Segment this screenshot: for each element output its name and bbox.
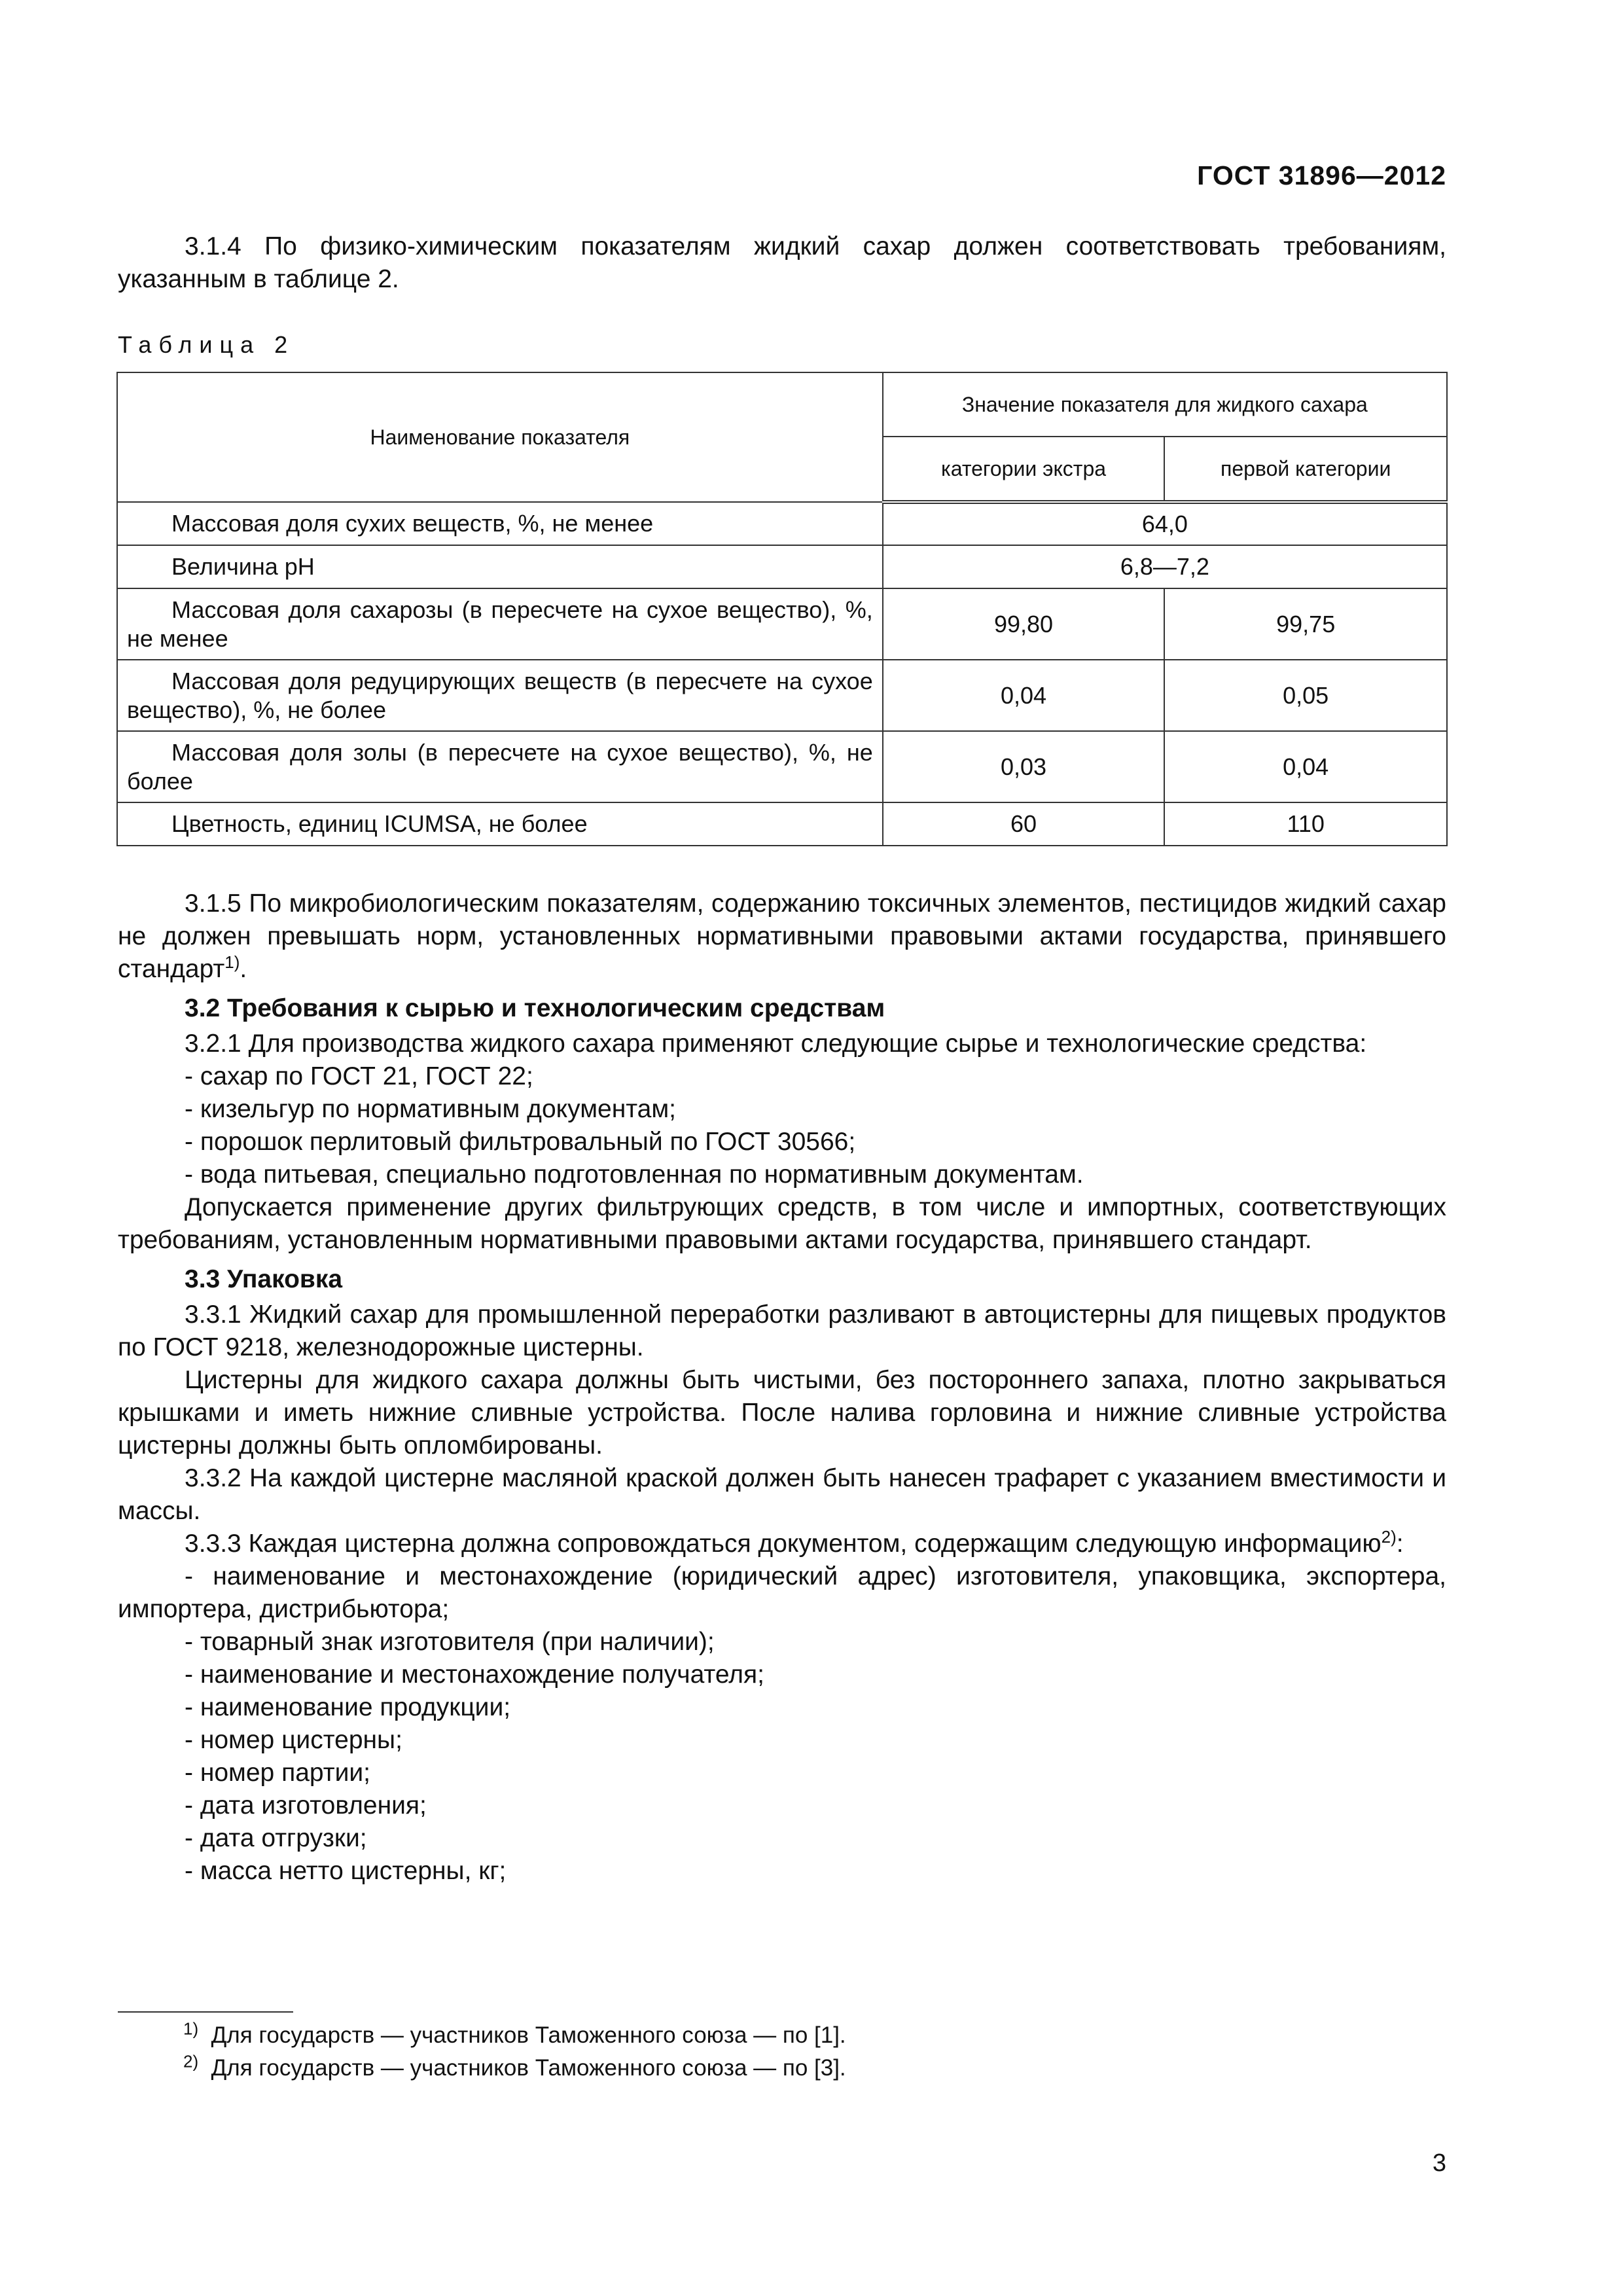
column-header-extra: категории экстра <box>883 437 1165 502</box>
column-header-first: первой категории <box>1164 437 1447 502</box>
paragraph-3-3-3-text: 3.3.3 Каждая цистерна должна сопровождаться документом, содержащим следующую информацию <box>185 1530 1382 1558</box>
list-item: - номер цистерны; <box>185 1726 402 1754</box>
footnote-mark: 2) <box>183 2051 199 2072</box>
table-caption: Таблица 2 <box>118 331 295 358</box>
section-3-1-4 <box>118 230 1446 296</box>
list-item: - дата отгрузки; <box>185 1824 367 1852</box>
table-row <box>117 731 1447 802</box>
table-row <box>117 545 1447 588</box>
footnote-divider <box>118 2011 293 2013</box>
row-name: Величина pH <box>117 545 883 588</box>
list-item: - сахар по ГОСТ 21, ГОСТ 22; <box>185 1062 533 1090</box>
paragraph-3-1-5-text: 3.1.5 По микробиологическим показателям, содержанию токсичных элементов, пестицидов жидкий сахар не должен превышать норм, установленных нормативными правовыми актами государства, принявшего стандарт <box>118 889 1446 983</box>
row-value: 64,0 <box>883 502 1447 545</box>
list-item: - наименование продукции; <box>185 1693 511 1721</box>
paragraph-3-1-5 <box>118 888 1446 986</box>
row-value-first: 0,05 <box>1164 660 1447 731</box>
footnote-text: Для государств — участников Таможенного союза — по [3]. <box>211 2055 846 2081</box>
paragraph-3-3-3 <box>118 1528 1446 1560</box>
raw-materials-list <box>118 1060 1446 1191</box>
footnote-mark: 1) <box>183 2018 199 2039</box>
list-item: - вода питьевая, специально подготовленная по нормативным документам. <box>185 1160 1084 1189</box>
table-row <box>117 802 1447 846</box>
list-item: - дата изготовления; <box>185 1791 427 1820</box>
footnote-1 <box>183 2019 846 2052</box>
page-number: 3 <box>1432 2149 1446 2177</box>
row-name: Массовая доля сухих веществ, %, не менее <box>117 502 883 545</box>
footnotes <box>183 2019 846 2085</box>
footnote-ref-2: 2) <box>1381 1527 1397 1547</box>
row-name: Массовая доля редуцирующих веществ (в пересчете на сухое вещество), %, не более <box>117 660 883 731</box>
list-item: - наименование и местонахождение (юридический адрес) изготовителя, упаковщика, экспортера, импортера, дистрибьютора; <box>118 1562 1446 1623</box>
paragraph-3-3-3-end: : <box>1396 1530 1404 1558</box>
column-header-indicator: Наименование показателя <box>117 372 883 502</box>
footnote-text: Для государств — участников Таможенного союза — по [1]. <box>211 2022 846 2048</box>
table-row <box>117 660 1447 731</box>
table-row <box>117 502 1447 545</box>
list-item: - порошок перлитовый фильтровальный по ГОСТ 30566; <box>185 1128 856 1156</box>
list-item: - номер партии; <box>185 1759 370 1787</box>
row-value-extra: 0,04 <box>883 660 1165 731</box>
footnote-ref-1: 1) <box>224 952 240 972</box>
row-value-first: 0,04 <box>1164 731 1447 802</box>
list-item: - кизельгур по нормативным документам; <box>185 1095 676 1123</box>
row-value-extra: 99,80 <box>883 588 1165 660</box>
standard-code: ГОСТ 31896—2012 <box>1197 160 1446 190</box>
document-info-list <box>118 1560 1446 1888</box>
section-3-2-heading: 3.2 Требования к сырью и технологическим средствам <box>185 994 885 1022</box>
column-header-value-group: Значение показателя для жидкого сахара <box>883 372 1447 437</box>
row-name: Массовая доля сахарозы (в пересчете на сухое вещество), %, не менее <box>117 588 883 660</box>
row-value-first: 110 <box>1164 802 1447 846</box>
list-item: - наименование и местонахождение получателя; <box>185 1660 764 1689</box>
row-value-first: 99,75 <box>1164 588 1447 660</box>
paragraph-3-3-2: 3.3.2 На каждой цистерне масляной краской должен быть нанесен трафарет с указанием вместимости и массы. <box>118 1464 1446 1525</box>
list-item: - масса нетто цистерны, кг; <box>185 1857 507 1885</box>
paragraph-filter-note: Допускается применение других фильтрующих средств, в том числе и импортных, соответствующих требованиям, установленным нормативными правовыми актами государства, принявшего стандарт. <box>118 1193 1446 1254</box>
row-name: Цветность, единиц ICUMSA, не более <box>117 802 883 846</box>
paragraph-3-3-1: 3.3.1 Жидкий сахар для промышленной переработки разливают в автоцистерны для пищевых продуктов по ГОСТ 9218, железнодорожные цистерны. <box>118 1300 1446 1361</box>
row-value-extra: 60 <box>883 802 1165 846</box>
footnote-2 <box>183 2052 846 2085</box>
list-item: - товарный знак изготовителя (при наличии); <box>185 1628 715 1656</box>
paragraph-tanks: Цистерны для жидкого сахара должны быть чистыми, без постороннего запаха, плотно закрываться крышками и иметь нижние сливные устройства. После налива горловина и нижние сливные устройства цистерны должны быть опломбированы. <box>118 1366 1446 1460</box>
row-value-extra: 0,03 <box>883 731 1165 802</box>
requirements-table <box>116 372 1448 846</box>
table-row <box>117 588 1447 660</box>
paragraph-3-1-4: 3.1.4 По физико-химическим показателям жидкий сахар должен соответствовать требованиям, указанным в таблице 2. <box>118 232 1446 293</box>
paragraph-3-2-1: 3.2.1 Для производства жидкого сахара применяют следующие сырье и технологические средства: <box>185 1030 1367 1058</box>
row-name: Массовая доля золы (в пересчете на сухое вещество), %, не более <box>117 731 883 802</box>
row-value: 6,8—7,2 <box>883 545 1447 588</box>
section-3-3-heading: 3.3 Упаковка <box>185 1265 343 1293</box>
paragraph-3-1-5-end: . <box>240 955 247 983</box>
main-text <box>118 888 1446 1888</box>
